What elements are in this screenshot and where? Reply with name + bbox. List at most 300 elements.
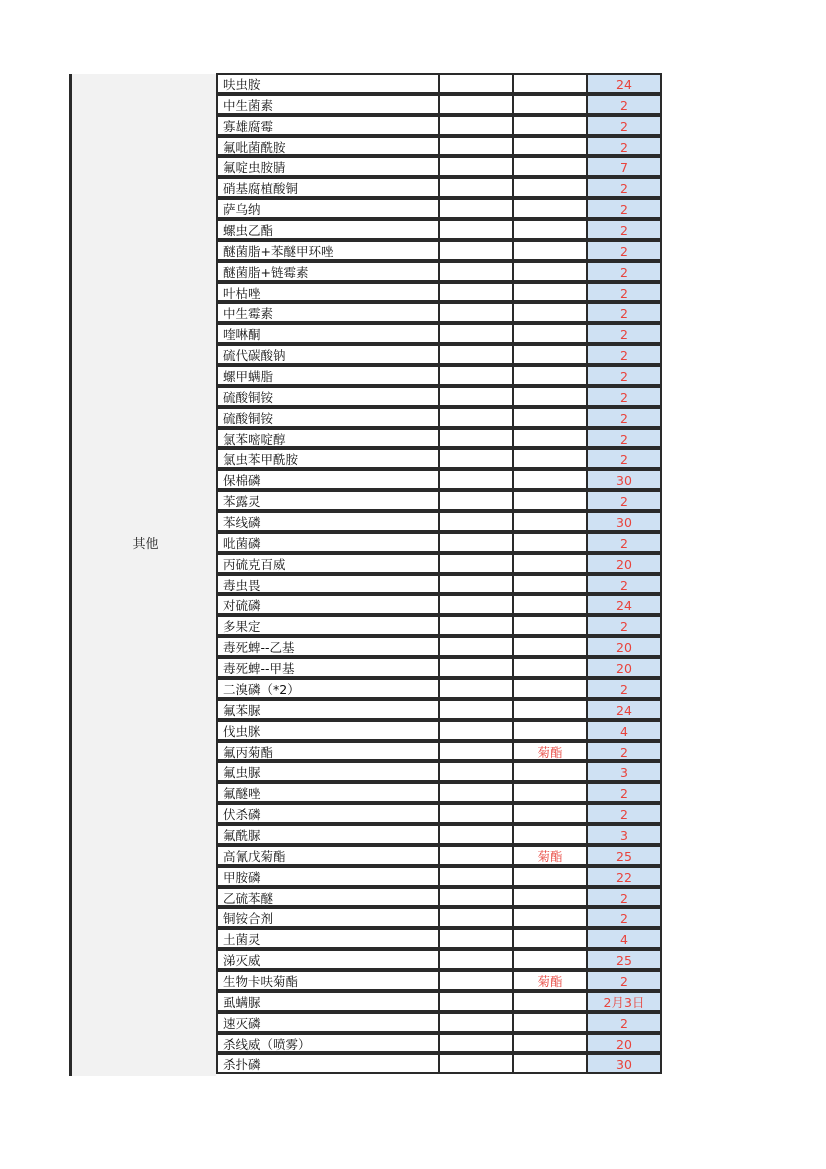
- name-cell[interactable]: [216, 73, 440, 94]
- note-cell[interactable]: [512, 511, 588, 532]
- note-cell[interactable]: [512, 594, 588, 615]
- value-cell[interactable]: [586, 177, 662, 198]
- pesticide-name: 硫酸铜铵: [223, 410, 274, 426]
- name-cell[interactable]: [216, 469, 440, 490]
- empty-cell[interactable]: [438, 448, 514, 469]
- value-text: 20: [616, 661, 632, 677]
- table-row: [216, 262, 662, 283]
- name-cell[interactable]: [216, 887, 440, 908]
- table-row: [216, 908, 662, 929]
- table-row: [216, 804, 662, 825]
- note-cell[interactable]: [512, 824, 588, 845]
- pesticide-name: 涕灭威: [223, 953, 261, 969]
- note-cell[interactable]: [512, 156, 588, 177]
- note-cell[interactable]: [512, 553, 588, 574]
- value-cell[interactable]: [586, 386, 662, 407]
- note-cell[interactable]: [512, 386, 588, 407]
- note-cell[interactable]: [512, 532, 588, 553]
- name-cell[interactable]: [216, 428, 440, 449]
- value-text: 2: [620, 535, 628, 551]
- note-cell[interactable]: [512, 741, 588, 762]
- table-row: [216, 1034, 662, 1055]
- empty-cell[interactable]: [438, 657, 514, 678]
- name-cell[interactable]: [216, 448, 440, 469]
- table-row: [216, 742, 662, 763]
- value-cell[interactable]: [586, 574, 662, 595]
- note-cell[interactable]: [512, 991, 588, 1012]
- table-row: [216, 95, 662, 116]
- pesticide-name: 寡雄腐霉: [223, 118, 274, 134]
- empty-cell[interactable]: [438, 887, 514, 908]
- value-text: 2: [620, 431, 628, 447]
- empty-cell[interactable]: [438, 219, 514, 240]
- table-row: [216, 888, 662, 909]
- note-cell[interactable]: [512, 761, 588, 782]
- name-cell[interactable]: [216, 219, 440, 240]
- empty-cell[interactable]: [438, 94, 514, 115]
- value-text: 2: [620, 369, 628, 385]
- empty-cell[interactable]: [438, 282, 514, 303]
- note-cell[interactable]: [512, 344, 588, 365]
- empty-cell[interactable]: [438, 678, 514, 699]
- note-cell[interactable]: [512, 782, 588, 803]
- pesticide-name: 氟丙菊酯: [223, 744, 274, 760]
- name-cell[interactable]: [216, 407, 440, 428]
- table-row: [216, 220, 662, 241]
- note-cell[interactable]: [512, 198, 588, 219]
- empty-cell[interactable]: [438, 636, 514, 657]
- value-cell[interactable]: [586, 1053, 662, 1074]
- empty-cell[interactable]: [438, 323, 514, 344]
- empty-cell[interactable]: [438, 469, 514, 490]
- note-cell[interactable]: [512, 574, 588, 595]
- note-cell[interactable]: [512, 302, 588, 323]
- note-cell[interactable]: [512, 1012, 588, 1033]
- pesticide-name: 毒虫畏: [223, 577, 261, 593]
- empty-cell[interactable]: [438, 115, 514, 136]
- note-cell[interactable]: [512, 928, 588, 949]
- value-text: 2: [620, 410, 628, 426]
- empty-cell[interactable]: [438, 761, 514, 782]
- pesticide-name: 土菌灵: [223, 932, 261, 948]
- note-cell[interactable]: [512, 907, 588, 928]
- value-text: 3: [620, 765, 628, 781]
- table-row: [216, 992, 662, 1013]
- table-row: [216, 324, 662, 345]
- empty-cell[interactable]: [438, 594, 514, 615]
- table-row: [216, 637, 662, 658]
- value-cell[interactable]: [586, 323, 662, 344]
- note-cell[interactable]: [512, 94, 588, 115]
- table-row: [216, 178, 662, 199]
- empty-cell[interactable]: [438, 198, 514, 219]
- pesticide-name: 硝基腐植酸铜: [223, 181, 299, 197]
- empty-cell[interactable]: [438, 136, 514, 157]
- note-cell[interactable]: [512, 73, 588, 94]
- note-cell[interactable]: [512, 887, 588, 908]
- pesticide-name: 螺甲螨脂: [223, 369, 274, 385]
- empty-cell[interactable]: [438, 928, 514, 949]
- value-text: 30: [616, 515, 632, 531]
- value-cell[interactable]: [586, 991, 662, 1012]
- note-cell[interactable]: [512, 1053, 588, 1074]
- name-cell[interactable]: [216, 282, 440, 303]
- pesticide-name: 中生菌素: [223, 97, 274, 113]
- value-text: 4: [620, 932, 628, 948]
- pesticide-name: 氟啶虫胺腈: [223, 160, 286, 176]
- empty-cell[interactable]: [438, 574, 514, 595]
- name-cell[interactable]: [216, 1012, 440, 1033]
- value-text: 22: [616, 869, 632, 885]
- name-cell[interactable]: [216, 1033, 440, 1054]
- value-cell[interactable]: [586, 657, 662, 678]
- table-row: [216, 658, 662, 679]
- pesticide-name: 高氰戊菊酯: [223, 848, 286, 864]
- name-cell[interactable]: [216, 949, 440, 970]
- note-cell[interactable]: [512, 407, 588, 428]
- table-row: [216, 366, 662, 387]
- pesticide-name: 氯虫苯甲酰胺: [223, 452, 299, 468]
- value-cell[interactable]: [586, 219, 662, 240]
- empty-cell[interactable]: [438, 156, 514, 177]
- note-cell[interactable]: [512, 1033, 588, 1054]
- name-cell[interactable]: [216, 511, 440, 532]
- empty-cell[interactable]: [438, 907, 514, 928]
- name-cell[interactable]: [216, 678, 440, 699]
- value-cell[interactable]: [586, 761, 662, 782]
- name-cell[interactable]: [216, 845, 440, 866]
- pesticide-name: 萨乌纳: [223, 202, 261, 218]
- value-cell[interactable]: [586, 866, 662, 887]
- note-cell[interactable]: [512, 678, 588, 699]
- value-cell[interactable]: [586, 678, 662, 699]
- note-cell[interactable]: [512, 219, 588, 240]
- value-cell[interactable]: [586, 887, 662, 908]
- value-text: 24: [616, 598, 632, 614]
- note-cell[interactable]: [512, 323, 588, 344]
- pesticide-name: 对硫磷: [223, 598, 261, 614]
- table-row: [216, 470, 662, 491]
- name-cell[interactable]: [216, 615, 440, 636]
- value-text: 24: [616, 702, 632, 718]
- value-text: 2: [620, 619, 628, 635]
- note-cell[interactable]: [512, 949, 588, 970]
- empty-cell[interactable]: [438, 344, 514, 365]
- value-text: 2: [620, 97, 628, 113]
- note-cell[interactable]: [512, 365, 588, 386]
- table-row: [216, 491, 662, 512]
- empty-cell[interactable]: [438, 866, 514, 887]
- empty-cell[interactable]: [438, 73, 514, 94]
- pesticide-name: 生物卡呋菊酯: [223, 973, 299, 989]
- value-text: 2: [620, 348, 628, 364]
- empty-cell[interactable]: [438, 699, 514, 720]
- name-cell[interactable]: [216, 198, 440, 219]
- note-cell[interactable]: [512, 136, 588, 157]
- pesticide-name: 杀线威（喷雾）: [223, 1036, 311, 1052]
- empty-cell[interactable]: [438, 553, 514, 574]
- name-cell[interactable]: [216, 302, 440, 323]
- value-text: 2: [620, 139, 628, 155]
- value-text: 2: [620, 264, 628, 280]
- name-cell[interactable]: [216, 365, 440, 386]
- empty-cell[interactable]: [438, 615, 514, 636]
- name-cell[interactable]: [216, 970, 440, 991]
- value-cell[interactable]: [586, 970, 662, 991]
- name-cell[interactable]: [216, 657, 440, 678]
- value-cell[interactable]: [586, 803, 662, 824]
- name-cell[interactable]: [216, 323, 440, 344]
- name-cell[interactable]: [216, 636, 440, 657]
- value-cell[interactable]: [586, 720, 662, 741]
- value-cell[interactable]: [586, 1033, 662, 1054]
- empty-cell[interactable]: [438, 845, 514, 866]
- empty-cell[interactable]: [438, 970, 514, 991]
- empty-cell[interactable]: [438, 407, 514, 428]
- value-cell[interactable]: [586, 261, 662, 282]
- empty-cell[interactable]: [438, 824, 514, 845]
- value-text: 2: [620, 306, 628, 322]
- pesticide-name: 速灭磷: [223, 1015, 261, 1031]
- value-cell[interactable]: [586, 845, 662, 866]
- note-cell[interactable]: [512, 490, 588, 511]
- pesticide-name: 伐虫脒: [223, 723, 261, 739]
- table-row: [216, 971, 662, 992]
- name-cell[interactable]: [216, 386, 440, 407]
- pesticide-name: 醚菌脂+链霉素: [223, 264, 309, 280]
- value-text: 3: [620, 827, 628, 843]
- note-cell[interactable]: [512, 115, 588, 136]
- value-cell[interactable]: [586, 156, 662, 177]
- empty-cell[interactable]: [438, 177, 514, 198]
- value-text: 2: [620, 452, 628, 468]
- value-text: 2: [620, 911, 628, 927]
- value-text: 30: [616, 1057, 632, 1073]
- value-cell[interactable]: [586, 240, 662, 261]
- pesticide-name: 醚菌脂+苯醚甲环唑: [223, 243, 334, 259]
- name-cell[interactable]: [216, 782, 440, 803]
- table-row: [216, 74, 662, 95]
- pesticide-name: 乙硫苯醚: [223, 890, 274, 906]
- value-cell[interactable]: [586, 949, 662, 970]
- value-cell[interactable]: [586, 636, 662, 657]
- name-cell[interactable]: [216, 907, 440, 928]
- empty-cell[interactable]: [438, 720, 514, 741]
- empty-cell[interactable]: [438, 949, 514, 970]
- name-cell[interactable]: [216, 532, 440, 553]
- value-text: 24: [616, 77, 632, 92]
- name-cell[interactable]: [216, 553, 440, 574]
- note-cell[interactable]: [512, 636, 588, 657]
- pesticide-name: 苯线磷: [223, 515, 261, 531]
- value-text: 2: [620, 285, 628, 301]
- value-cell[interactable]: [586, 136, 662, 157]
- name-cell[interactable]: [216, 720, 440, 741]
- pesticide-name: 氟吡菌酰胺: [223, 139, 286, 155]
- table-row: [216, 345, 662, 366]
- name-cell[interactable]: [216, 761, 440, 782]
- value-text: 2: [620, 786, 628, 802]
- empty-cell[interactable]: [438, 365, 514, 386]
- name-cell[interactable]: [216, 928, 440, 949]
- table-row: [216, 241, 662, 262]
- value-cell[interactable]: [586, 741, 662, 762]
- pesticide-name: 中生霉素: [223, 306, 274, 322]
- empty-cell[interactable]: [438, 803, 514, 824]
- value-text: 30: [616, 473, 632, 489]
- name-cell[interactable]: [216, 115, 440, 136]
- name-cell[interactable]: [216, 991, 440, 1012]
- value-cell[interactable]: [586, 511, 662, 532]
- note-cell[interactable]: [512, 240, 588, 261]
- value-text: 2: [620, 202, 628, 218]
- empty-cell[interactable]: [438, 490, 514, 511]
- value-cell[interactable]: [586, 407, 662, 428]
- value-cell[interactable]: [586, 198, 662, 219]
- value-cell[interactable]: [586, 282, 662, 303]
- value-cell[interactable]: [586, 824, 662, 845]
- value-cell[interactable]: [586, 344, 662, 365]
- empty-cell[interactable]: [438, 1033, 514, 1054]
- empty-cell[interactable]: [438, 741, 514, 762]
- pesticide-name: 毒死蜱--乙基: [223, 640, 295, 656]
- name-cell[interactable]: [216, 866, 440, 887]
- name-cell[interactable]: [216, 344, 440, 365]
- value-cell[interactable]: [586, 469, 662, 490]
- table-row: [216, 554, 662, 575]
- value-text: 2: [620, 243, 628, 259]
- table-row: [216, 595, 662, 616]
- value-cell[interactable]: [586, 365, 662, 386]
- note-cell[interactable]: [512, 282, 588, 303]
- empty-cell[interactable]: [438, 1053, 514, 1074]
- empty-cell[interactable]: [438, 532, 514, 553]
- pesticide-name: 保棉磷: [223, 473, 261, 489]
- empty-cell[interactable]: [438, 302, 514, 323]
- note-cell[interactable]: [512, 615, 588, 636]
- value-cell[interactable]: [586, 532, 662, 553]
- name-cell[interactable]: [216, 594, 440, 615]
- pesticide-name: 杀扑磷: [223, 1057, 261, 1073]
- value-cell[interactable]: [586, 782, 662, 803]
- category-cell[interactable]: [69, 74, 216, 1076]
- note-cell[interactable]: [512, 970, 588, 991]
- name-cell[interactable]: [216, 177, 440, 198]
- name-cell[interactable]: [216, 741, 440, 762]
- pesticide-name: 伏杀磷: [223, 807, 261, 823]
- value-cell[interactable]: [586, 490, 662, 511]
- table-row: [216, 429, 662, 450]
- name-cell[interactable]: [216, 261, 440, 282]
- note-cell[interactable]: [512, 720, 588, 741]
- table-row: [216, 700, 662, 721]
- name-cell[interactable]: [216, 94, 440, 115]
- value-text: 2: [620, 577, 628, 593]
- value-text: 2: [620, 327, 628, 343]
- pesticide-name: 喹啉酮: [223, 327, 261, 343]
- table-row: [216, 387, 662, 408]
- table-row: [216, 846, 662, 867]
- table-row: [216, 199, 662, 220]
- note-cell[interactable]: [512, 803, 588, 824]
- note-cell[interactable]: [512, 845, 588, 866]
- value-cell[interactable]: [586, 699, 662, 720]
- table-row: [216, 116, 662, 137]
- value-text: 2: [620, 807, 628, 823]
- empty-cell[interactable]: [438, 428, 514, 449]
- name-cell[interactable]: [216, 490, 440, 511]
- pesticide-name: 螺虫乙酯: [223, 223, 274, 239]
- note-cell[interactable]: [512, 657, 588, 678]
- empty-cell[interactable]: [438, 261, 514, 282]
- pesticide-name: 丙硫克百威: [223, 556, 286, 572]
- value-cell[interactable]: [586, 907, 662, 928]
- note-cell[interactable]: [512, 177, 588, 198]
- empty-cell[interactable]: [438, 511, 514, 532]
- note-cell[interactable]: [512, 428, 588, 449]
- value-cell[interactable]: [586, 115, 662, 136]
- table-row: [216, 783, 662, 804]
- note-cell[interactable]: [512, 469, 588, 490]
- value-text: 2: [620, 494, 628, 510]
- pesticide-name: 铜铵合剂: [223, 911, 274, 927]
- category-label: 其他: [132, 537, 159, 552]
- name-cell[interactable]: [216, 699, 440, 720]
- pesticide-name: 甲胺磷: [223, 869, 261, 885]
- value-cell[interactable]: [586, 448, 662, 469]
- value-text: 20: [616, 1036, 632, 1052]
- name-cell[interactable]: [216, 803, 440, 824]
- value-cell[interactable]: [586, 1012, 662, 1033]
- empty-cell[interactable]: [438, 991, 514, 1012]
- value-text: 7: [620, 160, 628, 176]
- table-row: [216, 512, 662, 533]
- name-cell[interactable]: [216, 574, 440, 595]
- value-cell[interactable]: [586, 553, 662, 574]
- note-cell[interactable]: [512, 866, 588, 887]
- name-cell[interactable]: [216, 824, 440, 845]
- empty-cell[interactable]: [438, 240, 514, 261]
- value-text: 2: [620, 681, 628, 697]
- empty-cell[interactable]: [438, 386, 514, 407]
- note-cell[interactable]: [512, 699, 588, 720]
- table-row: [216, 575, 662, 596]
- name-cell[interactable]: [216, 1053, 440, 1074]
- table-row: [216, 616, 662, 637]
- value-cell[interactable]: [586, 594, 662, 615]
- value-cell[interactable]: [586, 73, 662, 94]
- table-row: [216, 408, 662, 429]
- value-cell[interactable]: [586, 302, 662, 323]
- name-cell[interactable]: [216, 156, 440, 177]
- empty-cell[interactable]: [438, 1012, 514, 1033]
- value-text: 25: [616, 848, 632, 864]
- value-cell[interactable]: [586, 928, 662, 949]
- name-cell[interactable]: [216, 240, 440, 261]
- name-cell[interactable]: [216, 136, 440, 157]
- value-cell[interactable]: [586, 615, 662, 636]
- note-cell[interactable]: [512, 261, 588, 282]
- value-cell[interactable]: [586, 428, 662, 449]
- note-cell[interactable]: [512, 448, 588, 469]
- pesticide-name: 氟苯脲: [223, 702, 261, 718]
- table-row: [216, 867, 662, 888]
- table-row: [216, 303, 662, 324]
- pesticide-name: 硫酸铜铵: [223, 389, 274, 405]
- empty-cell[interactable]: [438, 782, 514, 803]
- spreadsheet-table: [69, 74, 662, 1076]
- value-cell[interactable]: [586, 94, 662, 115]
